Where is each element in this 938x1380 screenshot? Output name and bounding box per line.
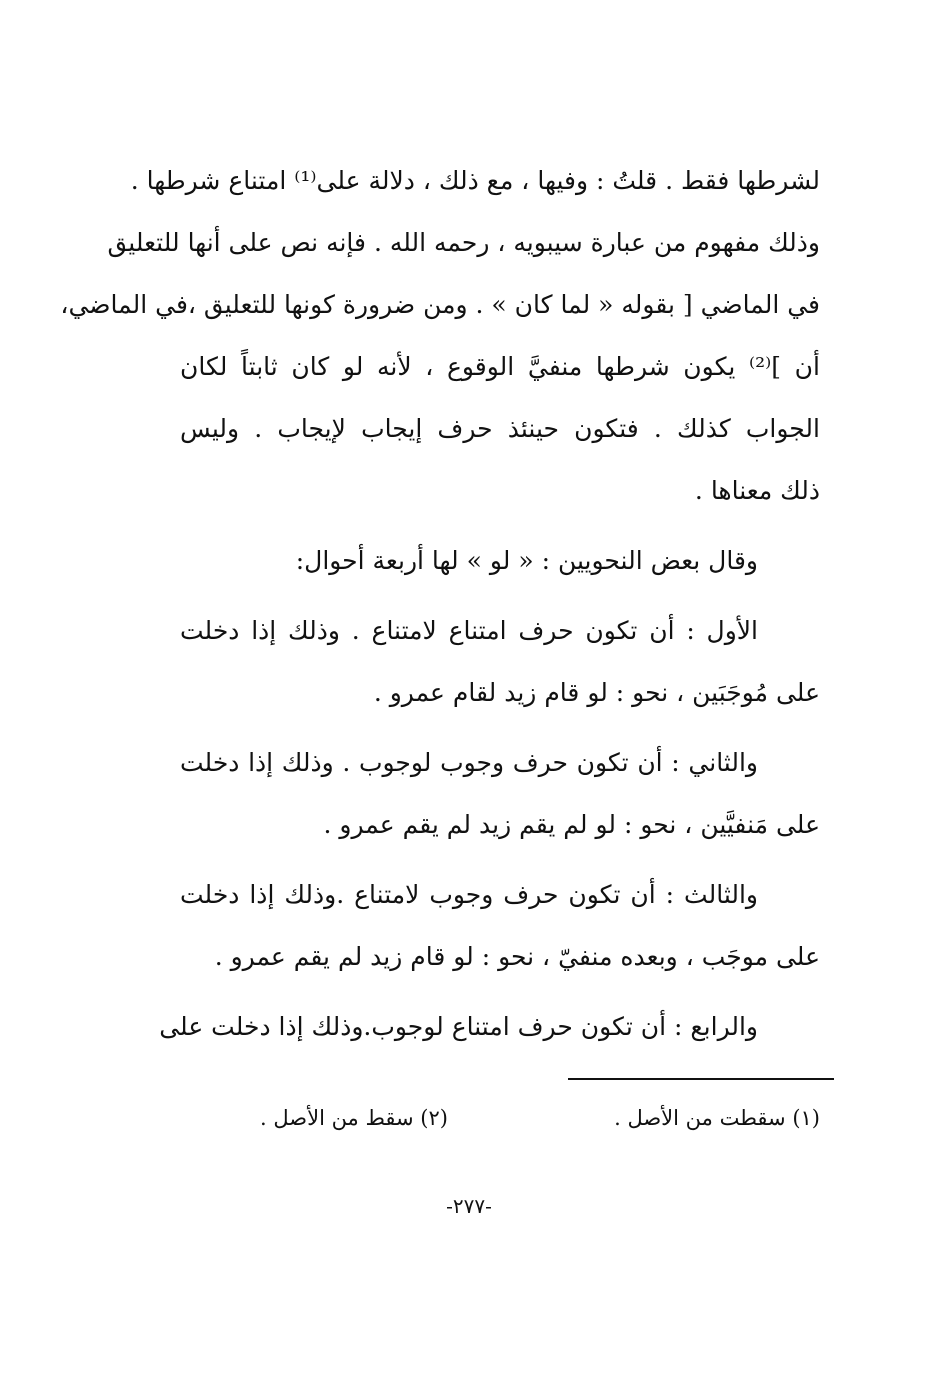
text-line: لشرطها فقط . قلتُ : وفيها ، مع ذلك ، دلالة على⁽¹⁾ امتناع شرطها . [130, 166, 820, 195]
paragraph-gap [180, 522, 820, 530]
main-text [60, 150, 820, 1058]
text-line: وذلك مفهوم من عبارة سيبويه ، رحمه الله . فإنه نص على أنها للتعليق [107, 228, 820, 257]
paragraph-gap [180, 592, 820, 600]
text-line: والثاني : أن تكون حرف وجوب لوجوب . وذلك إذا دخلت [180, 748, 758, 777]
text-line: الجواب كذلك . فتكون حينئذ حرف إيجاب لإيجاب . وليس [180, 414, 820, 443]
paragraph-gap [180, 724, 820, 732]
text-line: ذلك معناها . [694, 476, 820, 505]
text-line: وقال بعض النحويين : « لو » لها أربعة أحوال: [295, 546, 758, 575]
text-line: أن ]⁽²⁾ يكون شرطها منفيَّ الوقوع ، لأنه لو كان ثابتاً لكان [180, 352, 820, 381]
text-line: الأول : أن تكون حرف امتناع لامتناع . وذلك إذا دخلت [180, 616, 758, 645]
page-number: -٢٧٧- [446, 1194, 492, 1218]
footnote-2: (٢) سقط من الأصل . [260, 1106, 448, 1130]
footnote-separator [568, 1078, 834, 1080]
footnotes [260, 1098, 820, 1138]
text-line: على مَنفيَّين ، نحو : لو لم يقم زيد لم يقم عمرو . [323, 810, 820, 839]
text-line: والثالث : أن تكون حرف وجوب لامتناع .وذلك إذا دخلت [180, 880, 758, 909]
text-line: على مُوجَبَين ، نحو : لو قام زيد لقام عمرو . [373, 678, 820, 707]
text-line: والرابع : أن تكون حرف امتناع لوجوب.وذلك إذا دخلت على [159, 1012, 758, 1041]
paragraph-gap [180, 856, 820, 864]
text-line: على موجَب ، وبعده منفيّ ، نحو : لو قام زيد لم يقم عمرو . [214, 942, 820, 971]
text-line: في الماضي [ بقوله « لما كان » . ومن ضرورة كونها للتعليق ،في الماضي، [60, 290, 820, 319]
paragraph-gap [180, 988, 820, 996]
footnote-1: (١) سقطت من الأصل . [614, 1106, 820, 1130]
